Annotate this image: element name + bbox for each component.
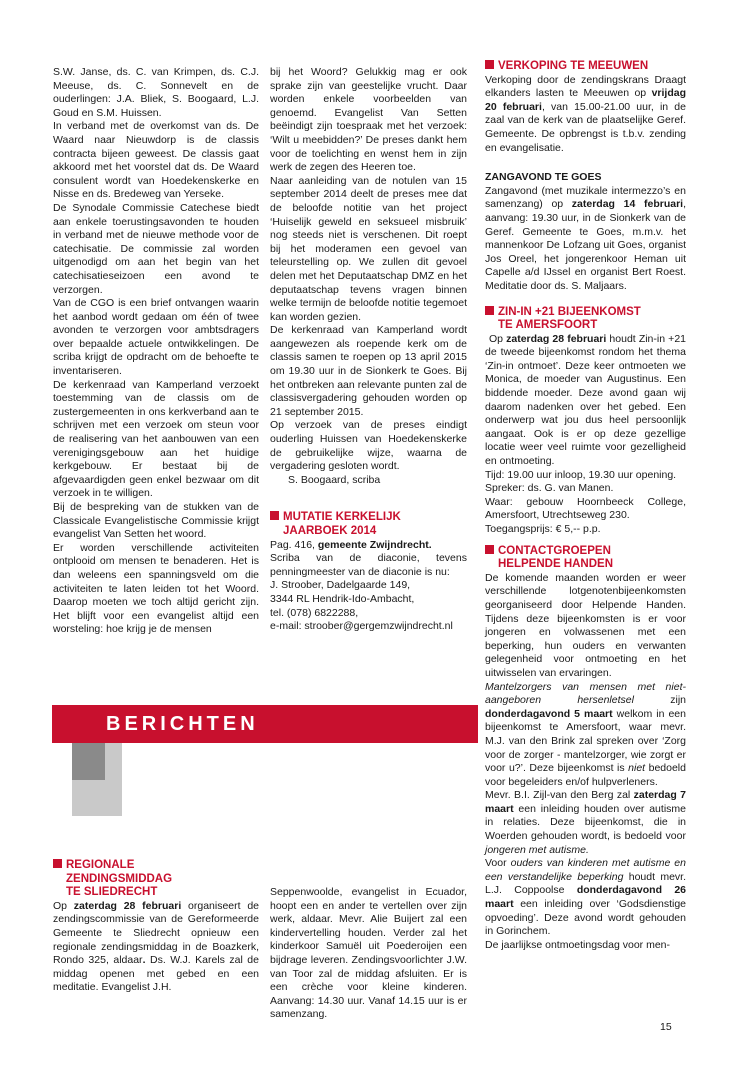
paragraph: Scriba van de diaconie, tevens penningmeester van de diaconie is nu: [270,552,467,578]
column-1 [53,66,259,637]
paragraph: Verkoping door de zendingskrans Draagt elkanders lasten te Meeuwen op vrijdag 20 februari, van 15.00-21.00 uur, in de zaal van de kerk van de plaatselijke Geref. Gemeente. De opbrengst is t.b.v. zending en evangelisatie. [485,73,686,154]
paragraph: In verband met de overkomst van ds. De Waard naar Nieuwdorp is de classis contracta bijeen geweest. De classis gaat akkoord met het voorstel dat ds. De Waard consulent wordt van Hoedekenskerke en Nisse en ds. Bredeweg van Yerseke. [53,120,259,201]
banner-dark-block [72,742,105,780]
paragraph: Mevr. B.I. Zijl-van den Berg zal zaterdag 7 maart een inleiding houden over autisme in relaties. Deze bijeenkomst, die in Woerden gehouden wordt, is bedoeld voor jongeren met autisme. [485,789,686,856]
paragraph: Op verzoek van de preses eindigt ouderling Huissen van Hoedekenskerke de gebruikelijke wijze, waarna de vergadering gesloten wordt. [270,419,467,473]
signature: S. Boogaard, scriba [288,473,381,486]
paragraph: De Synodale Commissie Catechese biedt aan enkele toerustingsavonden te houden in verband met de nieuwe methode voor de catechisatie. De commissie zal worden uitgenodigd om aan het begin van het catechisatieseizoen een avond te verzorgen. [53,201,259,296]
paragraph: De kerkenraad van Kamperland verzoekt toestemming van de classis om de zustergemeenten in ons kerkverband aan te schrijven met een verzoek om steun voor de realisering van het aanbouwen van een verenigingsgebouw aan het huidige kerkgebouw. Er bestaat bij de afgevaardigden geen enkel bezwaar om dit verzoek in te willigen. [53,378,259,500]
paragraph: S.W. Janse, ds. C. van Krimpen, ds. C.J. Meeuse, ds. C. Sonnevelt en de ouderlingen: J.A. Bliek, S. Boogaard, L.J. Goud en S.M. Huissen. [53,66,259,119]
paragraph: De kerkenraad van Kamperland wordt aangewezen als roepende kerk om de classis samen te roepen op 13 april 2015 om 19.30 uur in de Sionkerk te Goes. Bij het ontbreken aan relevante punten zal de classisvergadering gehouden worden op 21 september 2015. [270,324,467,418]
paragraph: Mantelzorgers van mensen met niet-aangeboren hersenletsel zijn donderdagavond 5 maart welkom in een bijeenkomst te Amersfoort, waar mevr. M.J. van den Brink zal spreken over ‘Zorg voor de zorger - mantelzorger, wie zorgt er voor u?’. Deze bijeenkomst is niet bedoeld voor begeleiders en/of hulpverleners. [485,680,686,788]
paragraph: Waar: gebouw Hoornbeeck College, Amersfoort, Utrechtseweg 230. [485,495,686,522]
page-number: 15 [660,1021,672,1033]
section-heading-verkoping: VERKOPING TE MEEUWEN [485,60,686,74]
paragraph: J. Stroober, Dadelgaarde 149, [270,579,411,592]
section-heading-mutatie: MUTATIE KERKELIJK JAARBOEK 2014 [270,511,467,538]
paragraph: Op zaterdag 28 februari houdt Zin-in +21 de tweede bijeenkomst rondom het thema ‘Zin-in ontmoet’. Deze keer ontmoeten we Monica, de moeder van Augustinus. Een biddende moeder. Deze avond gaan wij daarom nadenken over het gebed. Een onderwerp wat jou dus heel persoonlijk aangaat. Ook is er op deze gezellige locatie weer veel ruimte voor gezelligheid en ontmoeting. [485,332,686,468]
column-3 [485,60,686,952]
square-bullet-icon [270,511,279,520]
email-text: e-mail: stroober@gergemzwijndrecht.nl [270,620,453,633]
banner-title: BERICHTEN [106,713,259,735]
paragraph: Tijd: 19.00 uur inloop, 19.30 uur opening. [485,468,677,481]
square-bullet-icon [485,60,494,69]
section-heading-contact: CONTACTGROEPEN HELPENDE HANDEN [485,545,686,572]
subheading-zangavond: ZANGAVOND TE GOES [485,171,602,184]
paragraph: Toegangsprijs: € 5,-- p.p. [485,523,601,535]
column-2 [270,66,467,634]
paragraph: Er worden verschillende activiteiten ontplooid om mensen te benaderen. Het is dan weleens een spanningsveld om die activiteiten te laten leiden tot het Woord. Daarop moeten we toch altijd gericht zijn. Het blijft voor een evangelist altijd een worsteling: hoe krijg je de mensen [53,541,259,636]
paragraph: Seppenwoolde, evangelist in Ecuador, hoopt een en ander te vertellen over zijn werk, aldaar. Mevr. Alie Buijert zal een kindervertelling houden. Verder zal het kinderkoor Samuël uit Poederoijen een bijdrage leveren. Zendingsvoorlichter J.W. van Toor zal de middag afsluiten. Er is een crèche voor kleine kinderen. Aanvang: 14.30 uur. Vanaf 14.15 uur is er samenzang. [270,886,467,1021]
paragraph: Op zaterdag 28 februari organiseert de zendingscommissie van de Gereformeerde Gemeente te Sliedrecht opnieuw een regionale zendingsmiddag in de Boazkerk, Rondo 325, aldaar. Ds. W.J. Karels zal de middag openen met gebed en een meditatie. Evangelist J.H. [53,899,259,994]
paragraph: Spreker: ds. G. van Manen. [485,482,614,495]
section-heading-zinin: ZIN-IN +21 BIJEENKOMST TE AMERSFOORT [485,306,686,333]
paragraph: bij het Woord? Gelukkig mag er ook sprake zijn van geestelijke vrucht. Daar worden enkele voorbeelden van genoemd. Evangelist Van Setten beëindigt zijn toespraak met het verzoek: ‘Wilt u meebidden?’ De preses dankt hem voor de toelichting en wenst hem in zijn werk de zegen des Heeren toe. [270,66,467,174]
square-bullet-icon [485,545,494,554]
column-2-bottom [270,886,467,1022]
column-1-bottom [53,859,259,995]
section-heading-regionale: REGIONALE ZENDINGSMIDDAG TE SLIEDRECHT [53,859,259,900]
paragraph: Pag. 416, gemeente Zwijndrecht. [270,538,432,551]
paragraph: Voor ouders van kinderen met autisme en een verstandelijke beperking houdt mevr. L.J. Coppoolse donderdagavond 26 maart een inleiding over ‘Godsdienstige opvoeding’. Deze avond wordt gehouden in Gorinchem. [485,857,687,938]
paragraph: 3344 RL Hendrik-Ido-Ambacht, [270,592,415,605]
paragraph: De jaarlijkse ontmoetingsdag voor men- [485,938,671,951]
paragraph: Van de CGO is een brief ontvangen waarin het aanbod wordt gedaan om één of twee avonden te verzorgen voor ambtsdragers over bepaalde actuele ontwikkelingen. De scriba krijgt de opdracht om de behoefte te inventariseren. [53,297,259,378]
square-bullet-icon [485,306,494,315]
paragraph: Naar aanleiding van de notulen van 15 september 2014 deelt de preses mee dat de beloofde notitie van het project ‘Huiselijk geweld en seksueel misbruik’ nog steeds niet is verschenen. Dit roept bij het moderamen een gevoel van teleurstelling op. We zullen dit gevoel delen met het Deputaatschap DMZ en het deputaatschap tevens vragen binnen welke termijn de beloofde notitie tegemoet kan worden gezien. [270,174,467,323]
paragraph: De komende maanden worden er weer verschillende lotgenotenbijeenkomsten georganiseerd door Helpende Handen. Tijdens deze bijeenkomsten is er voor jongeren en volwassenen met een beperking, hun ouders en verwanten gelegenheid voor ontmoeting en het uitwisselen van ervaringen. [485,571,686,679]
paragraph: tel. (078) 6822288, [270,606,359,619]
square-bullet-icon [53,859,62,868]
paragraph: Bij de bespreking van de stukken van de Classicale Evangelistische Commissie krijgt evangelist Van Setten het woord. [53,501,259,541]
paragraph: Zangavond (met muzikale intermezzo’s en samenzang) op zaterdag 14 februari, aanvang: 19.30 uur, in de Sionkerk van de Geref. Gemeente te Goes, m.m.v. het mannenkoor De Lofzang uit Goes, organist Jos Oreel, het jongerenkoor Heman uit Capelle a/d IJssel en organist Bert Roest. Meditatie door ds. S. Maljaars. [485,184,686,292]
